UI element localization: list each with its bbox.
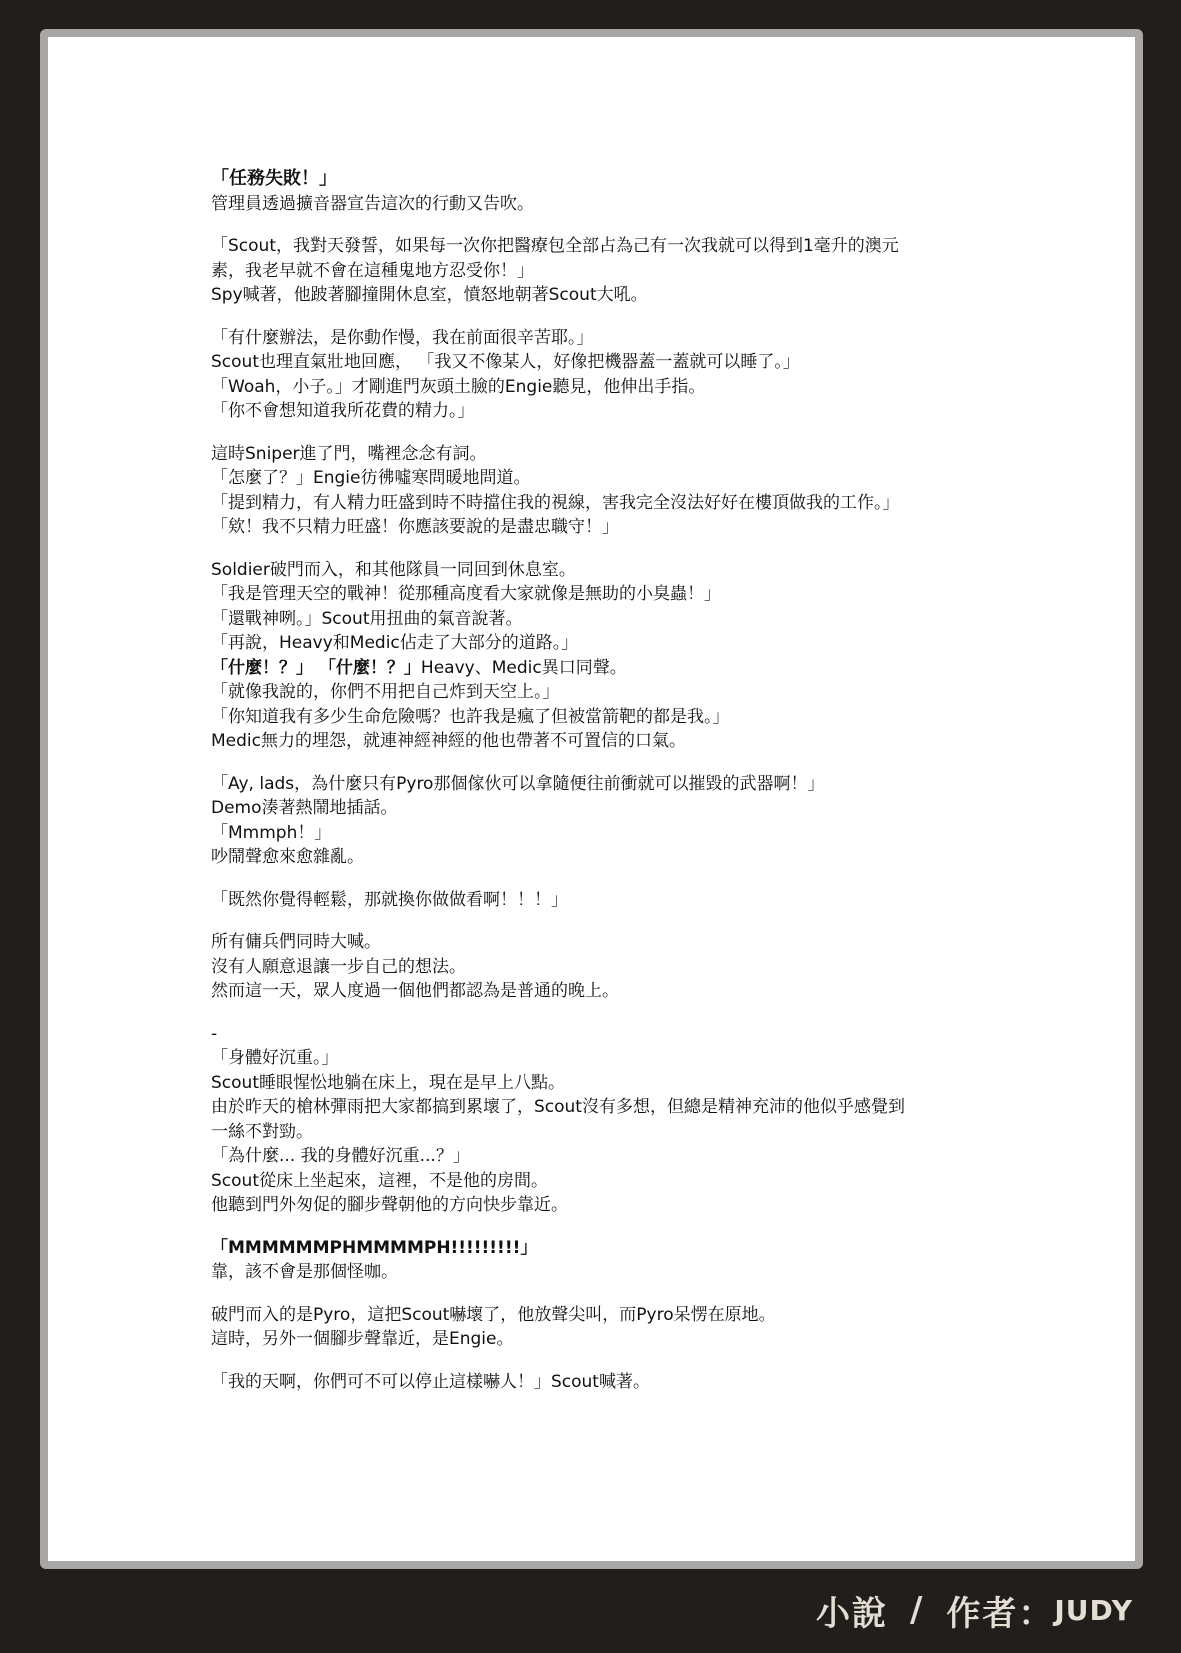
story-paragraph [211, 234, 1041, 308]
story-line: 「Scout，我對天發誓，如果每一次你把醫療包全部占為己有一次我就可以得到1毫升的澳元 [211, 236, 899, 256]
story-line: 靠，該不會是那個怪咖。 [211, 1262, 398, 1282]
story-line: Scout從床上坐起來，這裡，不是他的房間。 [211, 1170, 548, 1191]
story-paragraph [211, 1236, 1041, 1285]
author-name: JUDY [1054, 1593, 1133, 1627]
story-line: 「你不會想知道我所花費的精力。」 [211, 401, 475, 421]
story-line: 「Ay, lads，為什麼只有Pyro那個傢伙可以拿隨便往前衝就可以摧毀的武器啊！」 [211, 773, 825, 794]
author-label: 作者： [946, 1593, 1055, 1634]
story-line: 「有什麼辦法，是你動作慢，我在前面很辛苦耶。」 [211, 327, 594, 348]
story-line: - [211, 1023, 218, 1044]
story-text [211, 167, 1041, 1412]
story-line: 一絲不對勁。 [211, 1121, 313, 1142]
story-line: 「MMMMMMPHMMMMPH!!!!!!!!!」 [211, 1237, 538, 1258]
story-line: 破門而入的是Pyro，這把Scout嚇壞了，他放聲尖叫，而Pyro呆愣在原地。 [211, 1304, 776, 1325]
story-paragraph [211, 167, 1041, 216]
story-line: 素，我老早就不會在這種鬼地方忍受你！」 [211, 260, 534, 281]
emphasized-dialogue: 「什麼！？」 「什麼！？」 [211, 657, 421, 678]
story-line: 所有傭兵們同時大喊。 [211, 932, 381, 952]
story-line: 「任務失敗！」 [211, 168, 337, 189]
story-line: Demo湊著熱鬧地插話。 [211, 798, 398, 818]
page-sheet [40, 29, 1143, 1569]
story-line: 「你知道我有多少生命危險嗎？也許我是瘋了但被當箭靶的都是我。」 [211, 706, 730, 727]
category-label: 小說 [815, 1593, 888, 1634]
story-line: Spy喊著，他跛著腳撞開休息室，憤怒地朝著Scout大吼。 [211, 285, 648, 305]
story-paragraph [211, 772, 1041, 870]
story-line [211, 656, 1041, 681]
story-line: 然而這一天，眾人度過一個他們都認為是普通的晚上。 [211, 981, 619, 1001]
story-line: 沒有人願意退讓一步自己的想法。 [211, 956, 466, 977]
story-line: 「提到精力，有人精力旺盛到時不時擋住我的視線，害我完全沒法好好在樓頂做我的工作。」 [211, 492, 900, 513]
footer-credit [816, 1580, 1133, 1640]
story-line: 「我的天啊，你們可不可以停止這樣嚇人！」Scout喊著。 [211, 1371, 650, 1392]
story-line: Scout也理直氣壯地回應， 「我又不像某人，好像把機器蓋一蓋就可以睡了。」 [211, 352, 800, 372]
story-line: 「還戰神咧。」Scout用扭曲的氣音說著。 [211, 608, 523, 629]
story-paragraph [211, 442, 1041, 540]
story-paragraph [211, 1022, 1041, 1218]
story-line: 「身體好沉重。」 [211, 1048, 339, 1068]
story-paragraph [211, 888, 1041, 913]
story-line: 他聽到門外匆促的腳步聲朝他的方向快步靠近。 [211, 1195, 568, 1215]
line-text: Heavy、Medic異口同聲。 [420, 657, 627, 678]
story-line: 「怎麼了？」Engie彷彿噓寒問暖地問道。 [211, 468, 531, 488]
story-line: Medic無力的埋怨，就連神經神經的他也帶著不可置信的口氣。 [211, 731, 686, 751]
story-line: 這時，另外一個腳步聲靠近，是Engie。 [211, 1329, 514, 1349]
story-line: 「就像我說的，你們不用把自己炸到天空上。」 [211, 682, 560, 702]
story-line: 「為什麼... 我的身體好沉重...？」 [211, 1146, 470, 1166]
story-paragraph [211, 1303, 1041, 1352]
story-line: 「既然你覺得輕鬆，那就換你做做看啊！！！」 [211, 889, 568, 910]
story-line: 「Woah，小子。」才剛進門灰頭土臉的Engie聽見，他伸出手指。 [211, 376, 706, 397]
story-line: 這時Sniper進了門，嘴裡念念有詞。 [211, 443, 487, 464]
story-paragraph [211, 558, 1041, 754]
story-line: 「欸！我不只精力旺盛！你應該要說的是盡忠職守！」 [211, 517, 619, 537]
story-line: 吵鬧聲愈來愈雜亂。 [211, 847, 364, 867]
story-paragraph [211, 930, 1041, 1004]
credit-separator: / [909, 1590, 925, 1630]
story-line: Scout睡眼惺忪地躺在床上，現在是早上八點。 [211, 1072, 565, 1093]
story-line: 由於昨天的槍林彈雨把大家都搞到累壞了，Scout沒有多想，但總是精神充沛的他似乎感覺到 [211, 1097, 905, 1117]
story-line: 「再說，Heavy和Medic佔走了大部分的道路。」 [211, 633, 579, 653]
story-paragraph [211, 1370, 1041, 1395]
story-line: 管理員透過擴音器宣告這次的行動又告吹。 [211, 193, 534, 214]
story-line: 「Mmmph！」 [211, 822, 332, 843]
story-line: 「我是管理天空的戰神！從那種高度看大家就像是無助的小臭蟲！」 [211, 584, 721, 604]
story-paragraph [211, 326, 1041, 424]
story-line: Soldier破門而入，和其他隊員一同回到休息室。 [211, 559, 576, 580]
